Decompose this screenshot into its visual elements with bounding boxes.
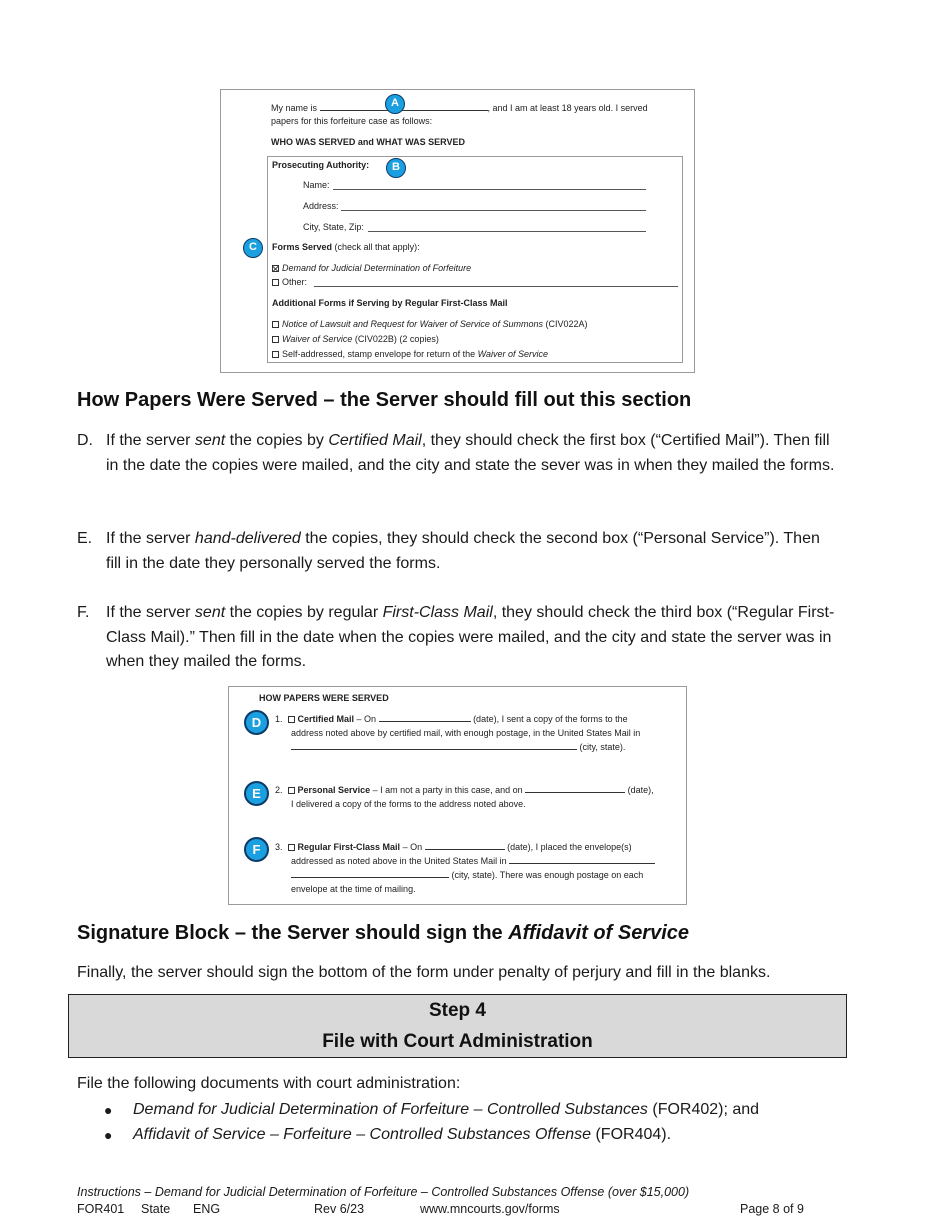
checkbox-icon (272, 351, 279, 358)
checkbox-icon (288, 787, 295, 794)
footer-page-number: Page 8 of 9 (740, 1202, 804, 1216)
footer-url[interactable]: www.mncourts.gov/forms (420, 1202, 560, 1216)
papers-line: papers for this forfeiture case as follows: (271, 116, 433, 126)
forms-served-label: Forms Served (272, 242, 333, 252)
firstclass-line2: addressed as noted above in the United States Mail in (291, 854, 655, 868)
how-served-form-image (228, 686, 687, 905)
name-label: Name: (303, 180, 330, 190)
personal-line2: I delivered a copy of the forms to the address noted above. (291, 799, 526, 809)
address-label: Address: (303, 201, 339, 211)
first-class-mail-label: Regular First-Class Mail (297, 842, 401, 852)
footer-lang: ENG (193, 1202, 221, 1216)
checkbox-icon (288, 716, 295, 723)
waiver-label: Waiver of Service (282, 334, 353, 344)
waiver-code: (CIV022B) (2 copies) (352, 334, 439, 344)
form2-heading: HOW PAPERS WERE SERVED (259, 693, 389, 703)
notice-code: (CIV022A) (542, 319, 588, 329)
city-state-zip-label: City, State, Zip: (303, 222, 364, 232)
checkbox-icon (272, 321, 279, 328)
forms-served-note: (check all that apply): (332, 242, 420, 252)
item-d-letter: D. (77, 432, 93, 449)
item-f-letter: F. (77, 604, 90, 621)
item-e-letter: E. (77, 530, 93, 547)
checked-box-icon (272, 265, 279, 272)
certified-line3: (city, state). (291, 740, 625, 754)
certified-line1: 1. Certified Mail – On (date), I sent a copy of the forms to the (275, 714, 628, 724)
checkbox-icon (272, 336, 279, 343)
footer-title: Instructions – Demand for Judicial Determination of Forfeiture – Controlled Substances Offense (over $15,000) (77, 1185, 690, 1199)
other-option (272, 276, 307, 288)
firstclass-line3: (city, state). There was enough postage on each (291, 868, 643, 882)
file-intro: File the following documents with court administration: (77, 1075, 461, 1092)
forms-served-line (272, 241, 420, 253)
bullet-2: ● (104, 1127, 113, 1143)
bullet-1: ● (104, 1102, 113, 1118)
other-label: Other: (282, 277, 308, 287)
checkbox-icon (288, 844, 295, 851)
marker-e: E (244, 781, 269, 806)
signature-text: Finally, the server should sign the bottom of the form under penalty of perjury and fill in the blanks. (77, 964, 771, 981)
item-d-text: If the server sent the copies by Certified Mail, they should check the first box (“Certified Mail”). Then fill in the date the copies were mailed, and the city and state the sever was in when they mailed the forms. (106, 432, 835, 474)
served-who-form-image (220, 89, 695, 373)
personal-service-label: Personal Service (297, 785, 371, 795)
selfaddressed-label: Self-addressed, stamp envelope for return of the (282, 349, 478, 359)
demand-option (272, 262, 471, 274)
step4-title: File with Court Administration (322, 1031, 593, 1052)
certified-line2: address noted above by certified mail, with enough postage, in the United States Mail in (291, 728, 641, 738)
step4-label: Step 4 (428, 1000, 487, 1021)
file-item-1: Demand for Judicial Determination of Forfeiture – Controlled Substances (FOR402); and (133, 1101, 760, 1118)
firstclass-line1: 3. Regular First-Class Mail – On (date), I placed the envelope(s) (275, 842, 632, 852)
how-served-heading: How Papers Were Served – the Server should fill out this section (77, 389, 692, 411)
name-line (271, 101, 648, 114)
name-suffix: , and I am at least 18 years old. I served (487, 103, 648, 113)
demand-label: Demand for Judicial Determination of Forfeiture (282, 263, 472, 273)
file-item-2: Affidavit of Service – Forfeiture – Controlled Substances Offense (FOR404). (133, 1126, 672, 1143)
footer-form-code: FOR401 (77, 1202, 125, 1216)
certified-mail-label: Certified Mail (297, 714, 355, 724)
marker-f: F (244, 837, 269, 862)
step4-banner (68, 994, 847, 1058)
marker-b: B (386, 158, 406, 178)
selfaddressed-option (272, 348, 548, 360)
who-served-heading: WHO WAS SERVED and WHAT WAS SERVED (271, 137, 466, 147)
signature-heading: Signature Block – the Server should sign the Affidavit of Service (77, 922, 690, 944)
name-prefix: My name is (271, 103, 318, 113)
notice-label: Notice of Lawsuit and Request for Waiver of Service of Summons (282, 319, 543, 329)
item-e-text: If the server hand-delivered the copies, they should check the second box (“Personal Service”). Then fill in the date they personally served the forms. (106, 530, 820, 572)
name-line-blank (333, 189, 646, 190)
checkbox-icon (272, 279, 279, 286)
item-f-text: If the server sent the copies by regular First-Class Mail, they should check the third box (“Regular First-Class Mail).” Then fill in the date when the copies were mailed, and the city and state the server was in when they mailed the forms. (106, 604, 835, 670)
marker-d: D (244, 710, 269, 735)
marker-c: C (243, 238, 263, 258)
firstclass-line4: envelope at the time of mailing. (291, 884, 416, 894)
selfaddressed-italic: Waiver of Service (477, 349, 548, 359)
csz-line-blank (368, 231, 646, 232)
additional-forms-heading: Additional Forms if Serving by Regular First-Class Mail (272, 298, 508, 308)
footer-state: State (141, 1202, 171, 1216)
other-line-blank (314, 286, 678, 287)
waiver-option (272, 333, 439, 345)
personal-line1: 2. Personal Service – I am not a party in this case, and on (date), (275, 785, 654, 795)
prosecuting-authority-label: Prosecuting Authority: (272, 160, 370, 170)
marker-a: A (385, 94, 405, 114)
footer-rev: Rev 6/23 (314, 1202, 365, 1216)
served-details-box (267, 156, 683, 363)
notice-option (272, 318, 587, 330)
address-line-blank (341, 210, 646, 211)
